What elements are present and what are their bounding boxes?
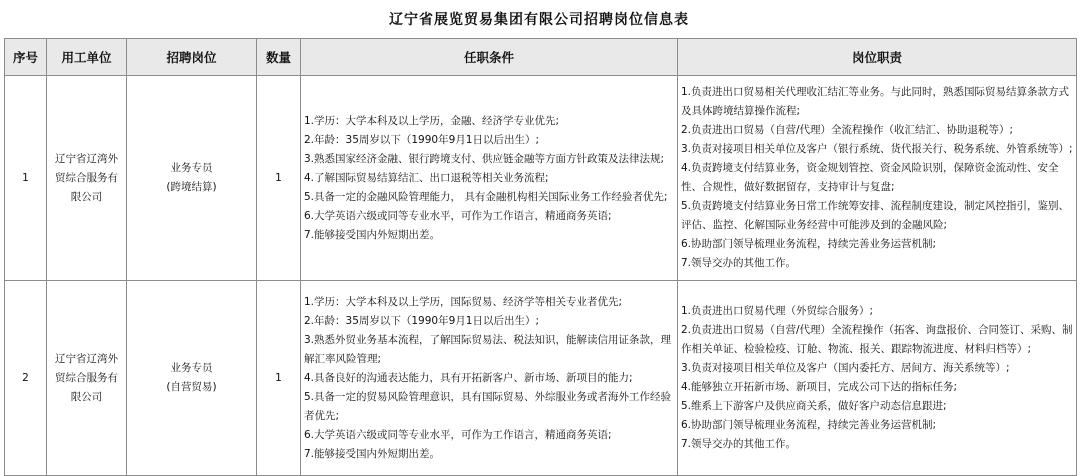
row-seq: 1 [5, 76, 47, 281]
requirement-item: 5.具备一定的贸易风险管理意识，具有国际贸易、外综服业务或者海外工作经验者优先; [304, 390, 672, 422]
table-row [5, 76, 1077, 281]
requirement-item: 6.大学英语六级或同等专业水平，可作为工作语言，精通商务英语; [304, 209, 612, 222]
row-seq: 2 [5, 281, 47, 476]
row-duties [678, 76, 1077, 281]
header-seq: 序号 [5, 39, 47, 76]
row-unit: 辽宁省辽湾外贸综合服务有限公司 [47, 76, 127, 281]
duty-item: 7.领导交办的其他工作。 [681, 438, 797, 450]
duty-item: 3.负责对接项目相关单位及客户（国内委托方、居间方、海关系统等）; [681, 362, 1010, 374]
duty-item: 3.负责对接项目相关单位及客户（银行系统、货代报关行、税务系统、外管系统等）; [681, 143, 1073, 155]
position-title: 业务专员 [170, 362, 213, 374]
positions-table [4, 38, 1077, 476]
duty-item: 2.负责进出口贸易（自营/代理）全流程操作（拓客、询盘报价、合同签订、采购、制作相关单证、检验检疫、订舱、物流、报关、跟踪物流进度、材料归档等）; [681, 324, 1073, 355]
duty-item: 7.领导交办的其他工作。 [681, 257, 797, 269]
requirement-item: 6.大学英语六级或同等专业水平，可作为工作语言，精通商务英语; [304, 428, 612, 441]
row-count: 1 [257, 281, 301, 476]
requirement-item: 7.能够接受国内外短期出差。 [304, 228, 441, 241]
position-title: 业务专员 [170, 162, 213, 174]
row-duties [678, 281, 1077, 476]
row-requirements [301, 76, 678, 281]
row-position [127, 76, 257, 281]
requirement-item: 4.了解国际贸易结算结汇、出口退税等相关业务流程; [304, 171, 549, 184]
requirement-item: 1.学历：大学本科及以上学历，国际贸易、经济学等相关专业者优先; [304, 295, 623, 308]
position-subtitle: (自营贸易) [166, 381, 217, 393]
requirement-item: 5.具备一定的金融风险管理能力， 具有金融机构相关国际业务工作经验者优先; [304, 190, 668, 203]
duty-item: 6.协助部门领导梳理业务流程，持续完善业务运营机制; [681, 419, 937, 431]
requirement-item: 2.年龄：35周岁以下（1990年9月1日以后出生）; [304, 314, 539, 327]
requirement-item: 3.熟悉国家经济金融、银行跨境支付、供应链金融等方面方针政策及法律法规; [304, 152, 665, 165]
header-position: 招聘岗位 [127, 39, 257, 76]
header-row [5, 39, 1077, 76]
duty-item: 5.维系上下游客户及供应商关系，做好客户动态信息跟进; [681, 400, 947, 412]
header-duties: 岗位职责 [678, 39, 1077, 76]
duty-item: 1.负责进出口贸易代理（外贸综合服务）; [681, 305, 874, 317]
duty-item: 1.负责进出口贸易相关代理收汇结汇等业务。与此同时，熟悉国际贸易结算条款方式及具体跨境结算操作流程; [681, 86, 1070, 117]
header-count: 数量 [257, 39, 301, 76]
table-row [5, 281, 1077, 476]
row-position [127, 281, 257, 476]
duty-item: 6.协助部门领导梳理业务流程，持续完善业务运营机制; [681, 238, 937, 250]
sheet-title: 辽宁省展览贸易集团有限公司招聘岗位信息表 [389, 12, 689, 28]
duty-item: 4.能够独立开拓新市场、新项目，完成公司下达的指标任务; [681, 381, 958, 393]
row-requirements [301, 281, 678, 476]
header-requirements: 任职条件 [301, 39, 678, 76]
duty-item: 4.负责跨境支付结算业务，资金规划管控、资金风险识别，保障资金流动性、安全性、合规性，做好数据留存，支持审计与复盘; [681, 162, 1059, 193]
requirement-item: 2.年龄：35周岁以下（1990年9月1日以后出生）; [304, 133, 539, 146]
position-subtitle: (跨境结算) [166, 181, 217, 193]
requirement-item: 1.学历：大学本科及以上学历，金融、经济学专业优先; [304, 114, 560, 127]
header-unit: 用工单位 [47, 39, 127, 76]
duty-item: 5.负责跨境支付结算业务日常工作统筹安排、流程制度建设，制定风控指引，鉴别、评估、监控、化解国际业务经营中可能涉及到的金融风险; [681, 200, 1070, 231]
requirement-item: 3.熟悉外贸业务基本流程，了解国际贸易法、税法知识，能解读信用证条款，理解汇率风险管理; [304, 333, 672, 365]
requirement-item: 4.具备良好的沟通表达能力，具有开拓新客户、新市场、新项目的能力; [304, 371, 633, 384]
row-count: 1 [257, 76, 301, 281]
requirement-item: 7.能够接受国内外短期出差。 [304, 447, 441, 460]
row-unit: 辽宁省辽湾外贸综合服务有限公司 [47, 281, 127, 476]
duty-item: 2.负责进出口贸易（自营/代理）全流程操作（收汇结汇、协助退税等）; [681, 124, 1014, 136]
